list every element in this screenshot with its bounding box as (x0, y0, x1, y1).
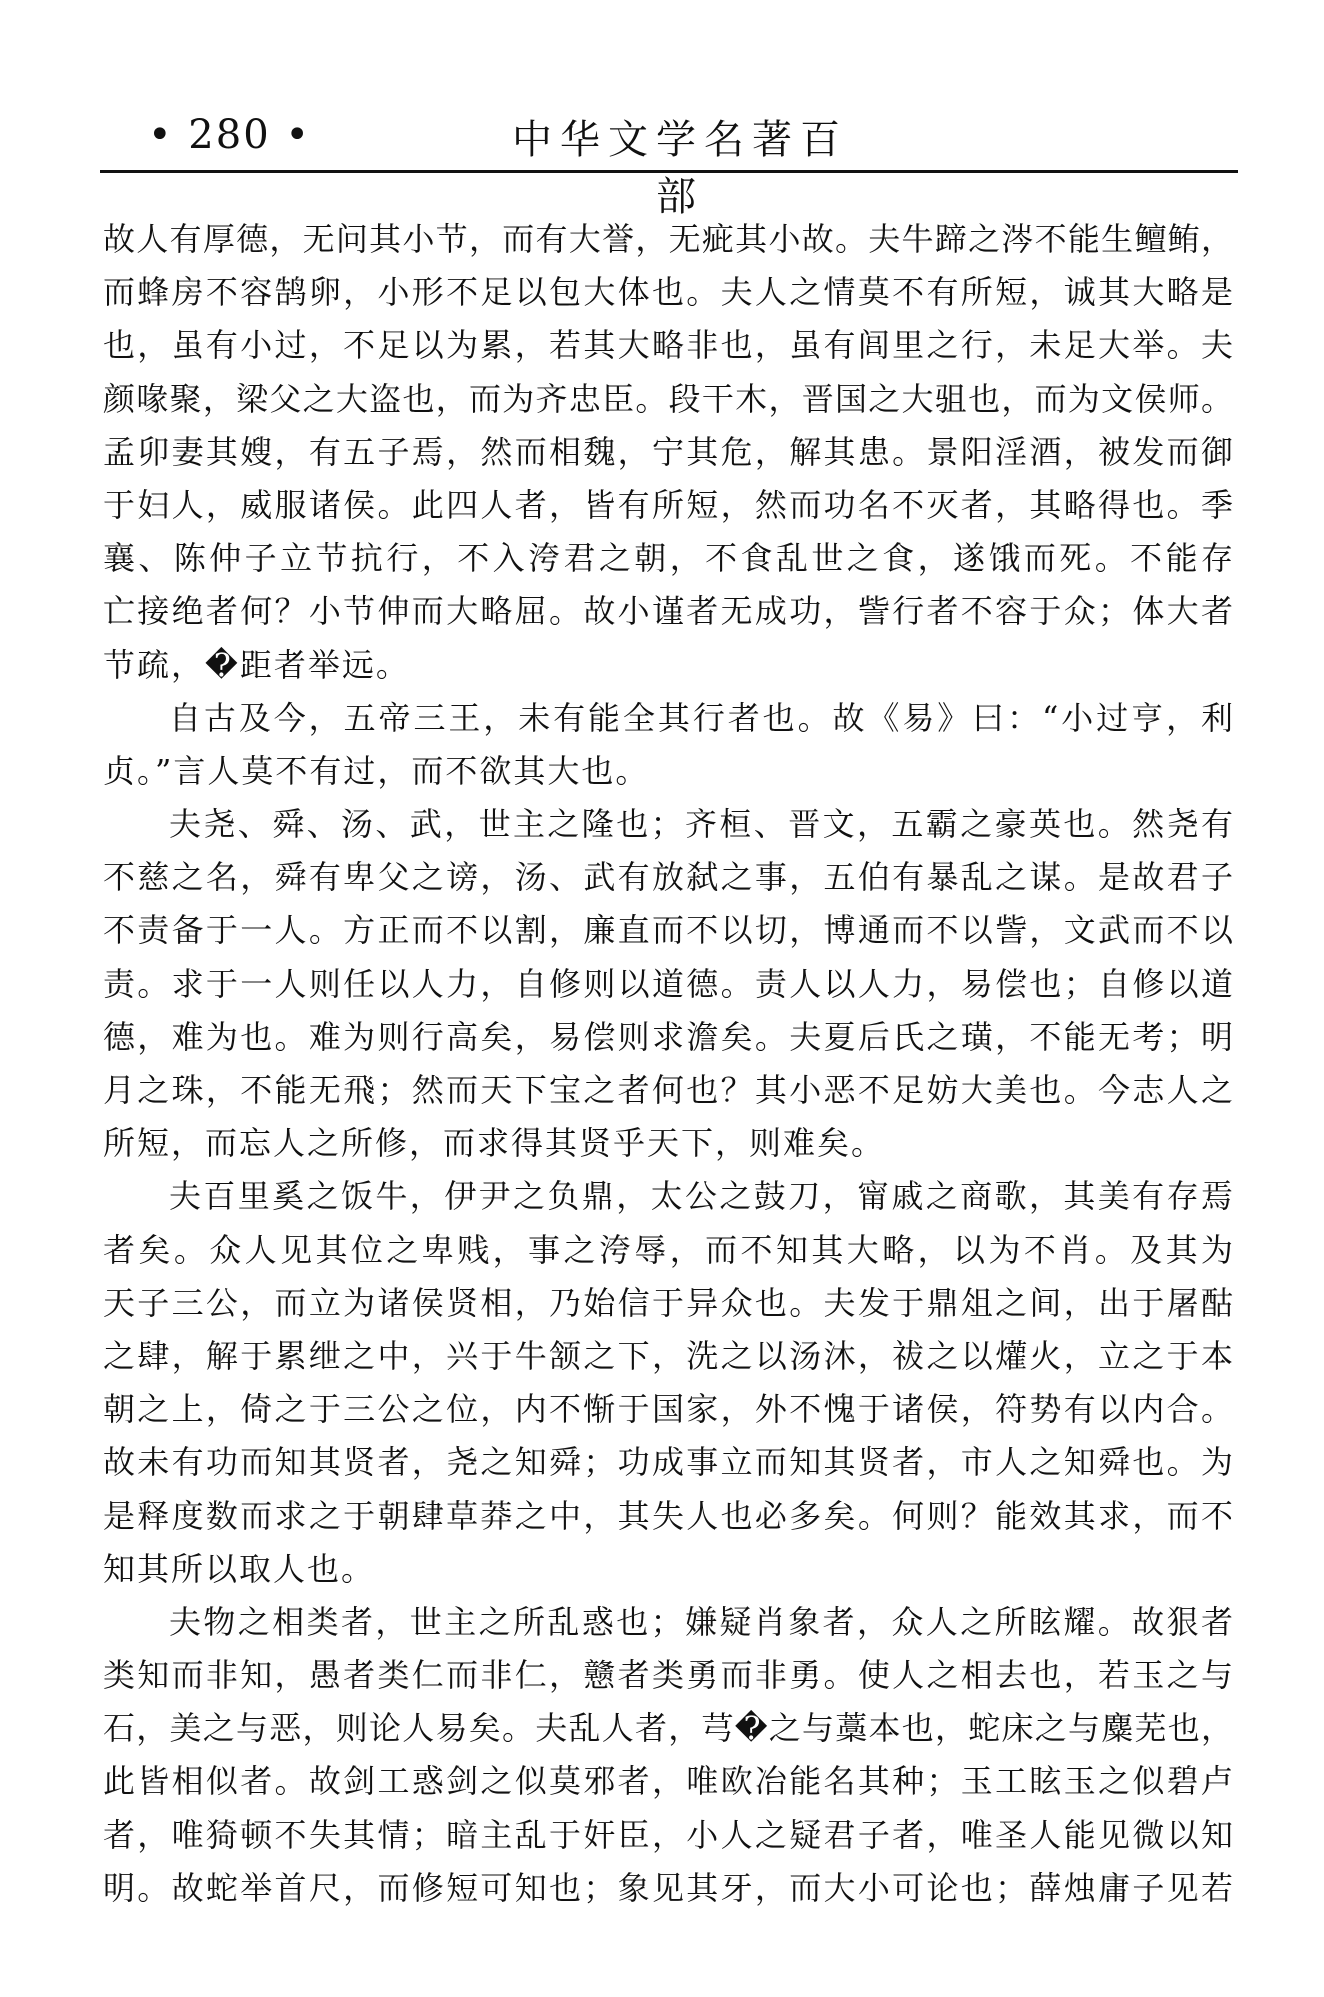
text-line: 故人有厚德，无问其小节，而有大誉，无疵其小故。夫牛蹄之涔不能生鳣鲔， (103, 220, 1233, 258)
header-rule (100, 170, 1238, 173)
text-line: 也，虽有小过，不足以为累，若其大略非也，虽有闾里之行，未足大举。夫 (103, 326, 1233, 365)
text-line: 自古及今，五帝三王，未有能全其行者也。故《易》曰：“小过亨，利 (169, 698, 1233, 737)
text-line: 夫物之相类者，世主之所乱惑也；嫌疑肖象者，众人之所眩耀。故狠者 (169, 1602, 1233, 1641)
text-line: 者矣。众人见其位之卑贱，事之洿辱，而不知其大略，以为不肖。及其为 (103, 1230, 1233, 1269)
text-line: 而蜂房不容鹄卵，小形不足以包大体也。夫人之情莫不有所短，诚其大略是 (103, 273, 1233, 312)
text-line: 是释度数而求之于朝肆草莽之中，其失人也必多矣。何则？能效其求，而不 (103, 1496, 1233, 1535)
text-line: 此皆相似者。故剑工惑剑之似莫邪者，唯欧冶能名其种；玉工眩玉之似碧卢 (103, 1762, 1233, 1801)
text-line: 贞。”言人莫不有过，而不欲其大也。 (103, 751, 650, 790)
text-line: 夫尧、舜、汤、武，世主之隆也；齐桓、晋文，五霸之豪英也。然尧有 (169, 805, 1233, 844)
text-line: 责。求于一人则任以人力，自修则以道德。责人以人力，易偿也；自修以道 (103, 964, 1233, 1003)
paragraph (103, 798, 1233, 1170)
text-line: 节疏，�距者举远。 (103, 645, 410, 684)
book-title: 中华文学名著百部 (512, 117, 848, 220)
text-line: 之肆，解于累绁之中，兴于牛颔之下，洗之以汤沐，祓之以爟火，立之于本 (103, 1336, 1233, 1375)
text-line: 不慈之名，舜有卑父之谤，汤、武有放弑之事，五伯有暴乱之谋。是故君子 (103, 858, 1233, 897)
paragraph (103, 692, 1233, 798)
text-line: 石，美之与恶，则论人易矣。夫乱人者，芎�之与藁本也，蛇床之与麋芜也， (103, 1709, 1233, 1748)
text-line: 孟卯妻其嫂，有五子焉，然而相魏，宁其危，解其患。景阳淫酒，被发而御 (103, 432, 1233, 471)
page-number: • 280 • (148, 112, 311, 158)
text-line: 襄、陈仲子立节抗行，不入洿君之朝，不食乱世之食，遂饿而死。不能存 (103, 539, 1233, 578)
text-line: 所短，而忘人之所修，而求得其贤乎天下，则难矣。 (103, 1124, 886, 1163)
text-line: 德，难为也。难为则行高矣，易偿则求澹矣。夫夏后氏之璜，不能无考；明 (103, 1017, 1233, 1056)
text-line: 类知而非知，愚者类仁而非仁，戆者类勇而非勇。使人之相去也，若玉之与 (103, 1656, 1233, 1695)
text-line: 故未有功而知其贤者，尧之知舜；功成事立而知其贤者，市人之知舜也。为 (103, 1443, 1233, 1482)
text-line: 朝之上，倚之于三公之位，内不惭于国家，外不愧于诸侯，符势有以内合。 (103, 1390, 1233, 1429)
text-line: 亡接绝者何？小节伸而大略屈。故小谨者无成功，訾行者不容于众；体大者 (103, 592, 1233, 631)
text-line: 明。故蛇举首尺，而修短可知也；象见其牙，而大小可论也；薛烛庸子见若 (103, 1868, 1233, 1907)
text-line: 颜喙聚，梁父之大盗也，而为齐忠臣。段干木，晋国之大驵也，而为文侯师。 (103, 379, 1233, 418)
text-line: 于妇人，威服诸侯。此四人者，皆有所短，然而功名不灭者，其略得也。季 (103, 485, 1233, 524)
text-line: 天子三公，而立为诸侯贤相，乃始信于异众也。夫发于鼎俎之间，出于屠酤 (103, 1283, 1233, 1322)
page-body (103, 213, 1233, 1915)
text-line: 月之珠，不能无飛；然而天下宝之者何也？其小恶不足妨大美也。今志人之 (103, 1071, 1233, 1109)
paragraph (103, 1596, 1233, 1915)
text-line: 夫百里奚之饭牛，伊尹之负鼎，太公之鼓刀，甯戚之商歌，其美有存焉 (169, 1177, 1233, 1216)
text-line: 不责备于一人。方正而不以割，廉直而不以切，博通而不以訾，文武而不以 (103, 911, 1233, 950)
paragraph (103, 213, 1233, 692)
paragraph (103, 1170, 1233, 1596)
text-line: 者，唯猗顿不失其情；暗主乱于奸臣，小人之疑君子者，唯圣人能见微以知 (103, 1815, 1233, 1854)
text-line: 知其所以取人也。 (103, 1549, 376, 1588)
